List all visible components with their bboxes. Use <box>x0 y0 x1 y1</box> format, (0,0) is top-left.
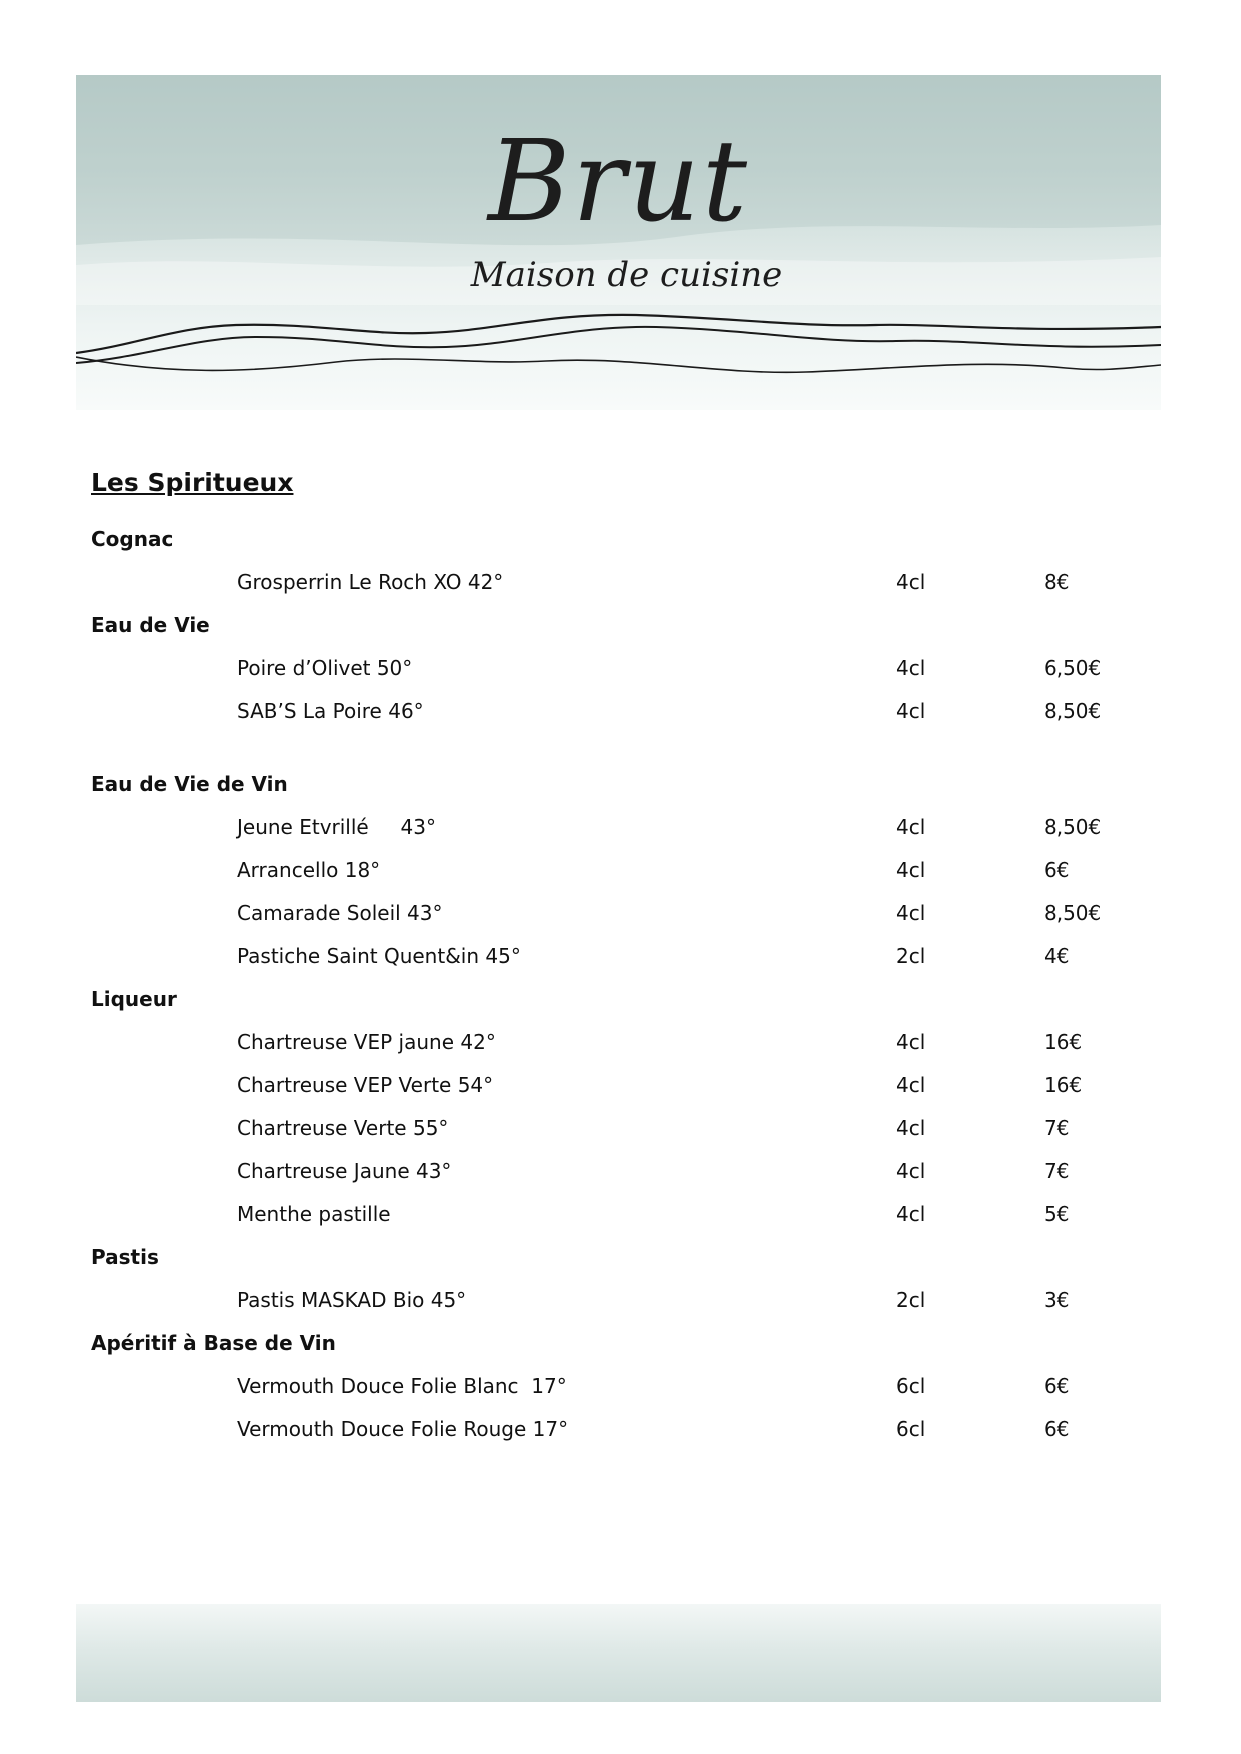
item-price: 8,50€ <box>1044 901 1102 925</box>
category-heading: Eau de Vie <box>91 613 210 637</box>
item-volume: 4cl <box>896 656 926 680</box>
item-volume: 4cl <box>896 1030 926 1054</box>
menu-item <box>91 1408 1131 1451</box>
item-price: 5€ <box>1044 1202 1070 1226</box>
menu-content <box>91 466 1131 1451</box>
item-price: 6,50€ <box>1044 656 1102 680</box>
menu-item <box>91 1021 1131 1064</box>
item-price: 8,50€ <box>1044 815 1102 839</box>
item-price: 6€ <box>1044 1417 1070 1441</box>
item-volume: 2cl <box>896 1288 926 1312</box>
category-heading: Cognac <box>91 527 174 551</box>
item-volume: 4cl <box>896 815 926 839</box>
item-volume: 2cl <box>896 944 926 968</box>
item-price: 7€ <box>1044 1116 1070 1140</box>
item-price: 8€ <box>1044 570 1070 594</box>
item-name: SAB’S La Poire 46° <box>237 699 424 723</box>
item-volume: 4cl <box>896 901 926 925</box>
menu-item <box>91 1064 1131 1107</box>
item-volume: 4cl <box>896 1159 926 1183</box>
item-name: Chartreuse Jaune 43° <box>237 1159 452 1183</box>
item-volume: 6cl <box>896 1417 926 1441</box>
item-price: 6€ <box>1044 858 1070 882</box>
item-price: 8,50€ <box>1044 699 1102 723</box>
menu-item <box>91 1107 1131 1150</box>
item-name: Poire d’Olivet 50° <box>237 656 413 680</box>
item-name: Arrancello 18° <box>237 858 381 882</box>
item-price: 16€ <box>1044 1030 1083 1054</box>
item-name: Grosperrin Le Roch XO 42° <box>237 570 504 594</box>
page-title: Les Spiritueux <box>91 468 294 497</box>
menu-item <box>91 892 1131 935</box>
menu-item <box>91 561 1131 604</box>
category-heading: Pastis <box>91 1245 159 1269</box>
header-banner <box>76 75 1161 410</box>
item-volume: 4cl <box>896 858 926 882</box>
item-name: Menthe pastille <box>237 1202 391 1226</box>
item-volume: 4cl <box>896 1116 926 1140</box>
menu-item <box>91 1150 1131 1193</box>
menu-item <box>91 935 1131 978</box>
item-price: 16€ <box>1044 1073 1083 1097</box>
item-volume: 4cl <box>896 570 926 594</box>
menu-item <box>91 647 1131 690</box>
category-heading: Eau de Vie de Vin <box>91 772 288 796</box>
menu-item <box>91 1365 1131 1408</box>
menu-item <box>91 690 1131 733</box>
item-volume: 4cl <box>896 1202 926 1226</box>
item-price: 3€ <box>1044 1288 1070 1312</box>
menu-item <box>91 1193 1131 1236</box>
item-name: Jeune Etvrillé 43° <box>237 815 436 839</box>
item-price: 4€ <box>1044 944 1070 968</box>
menu-item <box>91 1279 1131 1322</box>
category-heading: Apéritif à Base de Vin <box>91 1331 336 1355</box>
item-name: Chartreuse Verte 55° <box>237 1116 449 1140</box>
item-name: Pastis MASKAD Bio 45° <box>237 1288 467 1312</box>
tagline: Maison de cuisine <box>470 255 783 295</box>
item-price: 7€ <box>1044 1159 1070 1183</box>
item-name: Chartreuse VEP jaune 42° <box>237 1030 496 1054</box>
item-volume: 4cl <box>896 699 926 723</box>
item-name: Vermouth Douce Folie Rouge 17° <box>237 1417 569 1441</box>
footer-watercolor-band <box>76 1604 1161 1702</box>
item-volume: 4cl <box>896 1073 926 1097</box>
item-name: Camarade Soleil 43° <box>237 901 443 925</box>
menu-item <box>91 806 1131 849</box>
category-heading: Liqueur <box>91 987 177 1011</box>
item-name: Chartreuse VEP Verte 54° <box>237 1073 494 1097</box>
logo: Brut <box>488 117 749 247</box>
item-name: Vermouth Douce Folie Blanc 17° <box>237 1374 567 1398</box>
menu-item <box>91 849 1131 892</box>
item-volume: 6cl <box>896 1374 926 1398</box>
item-price: 6€ <box>1044 1374 1070 1398</box>
item-name: Pastiche Saint Quent&in 45° <box>237 944 521 968</box>
